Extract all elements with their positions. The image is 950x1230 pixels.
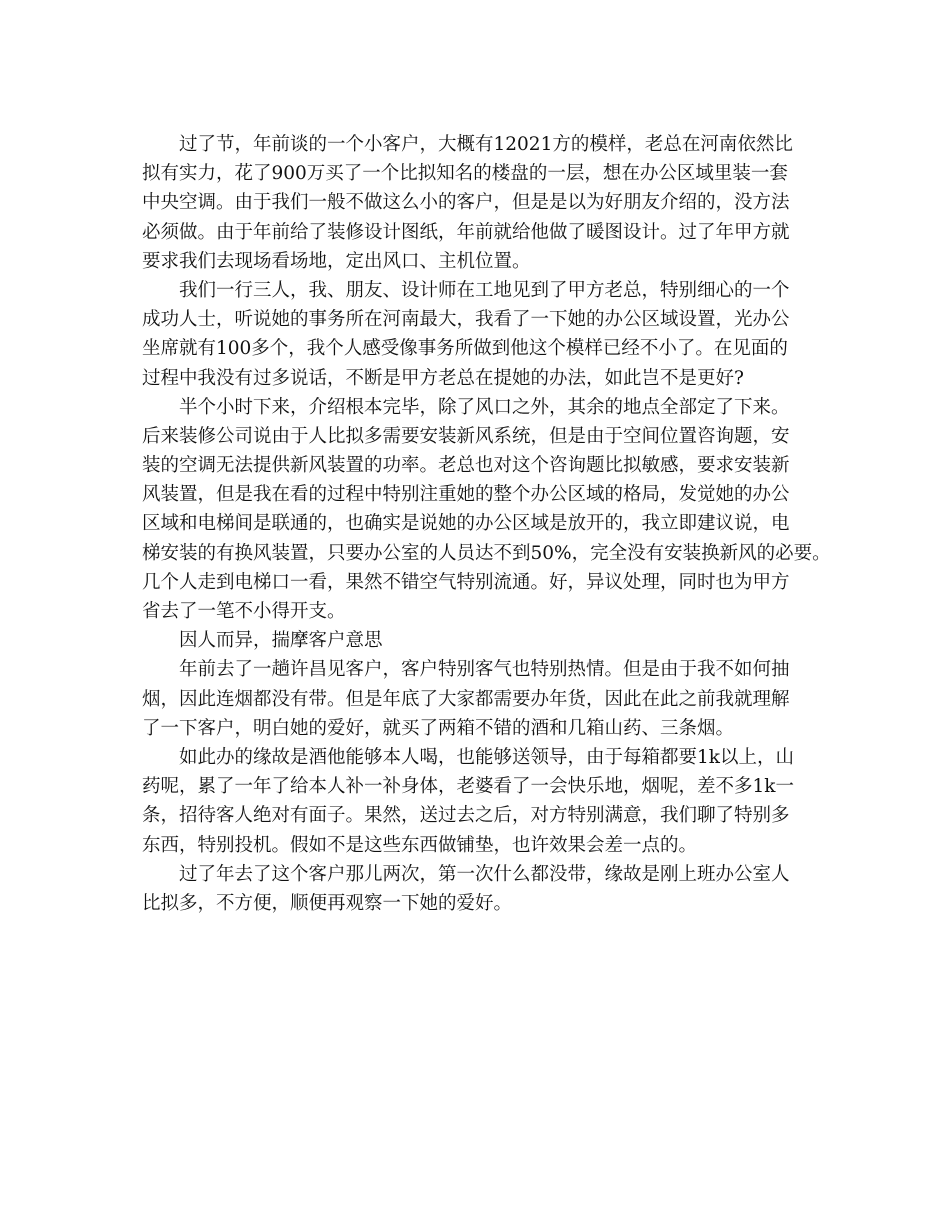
paragraph-line: 必须做。由于年前给了装修设计图纸，年前就给他做了暖图设计。过了年甲方就 (142, 221, 790, 243)
paragraph-line: 比拟多，不方便，顺便再观察一下她的爱好。 (142, 892, 513, 914)
paragraph-line: 东西，特别投机。假如不是这些东西做铺垫，也许效果会差一点的。 (142, 834, 698, 856)
paragraph-line: 成功人士，听说她的事务所在河南最大，我看了一下她的办公区域设置，光办公 (142, 309, 790, 331)
paragraph-line: 中央空调。由于我们一般不做这么小的客户，但是是以为好朋友介绍的，没方法 (142, 192, 790, 214)
paragraph-line: 要求我们去现场看场地，定出风口、主机位置。 (142, 250, 531, 272)
paragraph-line: 年前去了一趟许昌见客户，客户特别客气也特别热情。但是由于我不如何抽 (179, 659, 790, 681)
paragraph-line: 省去了一笔不小得开支。 (142, 601, 346, 622)
paragraph-line: 我们一行三人，我、朋友、设计师在工地见到了甲方老总，特别细心的一个 (179, 279, 790, 301)
paragraph-line: 半个小时下来，介绍根本完毕，除了风口之外，其余的地点全部定了下来。 (179, 396, 790, 418)
paragraph-line: 了一下客户，明白她的爱好，就买了两箱不错的酒和几箱山药、三条烟。 (142, 717, 735, 739)
document-body (142, 130, 832, 918)
paragraph-line: 条，招待客人绝对有面子。果然，送过去之后，对方特别满意，我们聊了特别多 (142, 805, 790, 827)
paragraph-line: 区域和电梯间是联通的，也确实是说她的办公区域是放开的，我立即建议说，电 (142, 513, 790, 535)
paragraph-line: 装的空调无法提供新风装置的功率。老总也对这个咨询题比拟敏感，要求安装新 (142, 455, 790, 477)
paragraph-line: 风装置，但是我在看的过程中特别注重她的整个办公区域的格局，发觉她的办公 (142, 484, 790, 506)
paragraph-line: 过了节，年前谈的一个小客户，大概有12021方的模样，老总在河南依然比 (179, 134, 793, 155)
paragraph-line: 过程中我没有过多说话，不断是甲方老总在提她的办法，如此岂不是更好? (142, 367, 744, 389)
paragraph-line: 过了年去了这个客户那儿两次，第一次什么都没带，缘故是刚上班办公室人 (179, 863, 790, 885)
paragraph-line: 药呢，累了一年了给本人补一补身体，老婆看了一会快乐地，烟呢，差不多1k一 (142, 776, 794, 798)
paragraph-line: 几个人走到电梯口一看，果然不错空气特别流通。好，异议处理，同时也为甲方 (142, 571, 790, 593)
paragraph-line: 烟，因此连烟都没有带。但是年底了大家都需要办年货，因此在此之前我就理解 (142, 688, 790, 710)
paragraph-line: 如此办的缘故是酒他能够本人喝，也能够送领导，由于每箱都要1k以上，山 (179, 746, 794, 768)
paragraph-line: 梯安装的有换风装置，只要办公室的人员达不到50%，完全没有安装换新风的必要。 (142, 542, 831, 564)
paragraph-line: 后来装修公司说由于人比拟多需要安装新风系统，但是由于空间位置咨询题，安 (142, 425, 790, 447)
paragraph-line: 坐席就有100多个，我个人感受像事务所做到他这个模样已经不小了。在见面的 (142, 338, 788, 360)
paragraph-line: 拟有实力，花了900万买了一个比拟知名的楼盘的一层，想在办公区域里装一套 (142, 163, 788, 185)
section-heading: 因人而异，揣摩客户意思 (179, 630, 383, 652)
